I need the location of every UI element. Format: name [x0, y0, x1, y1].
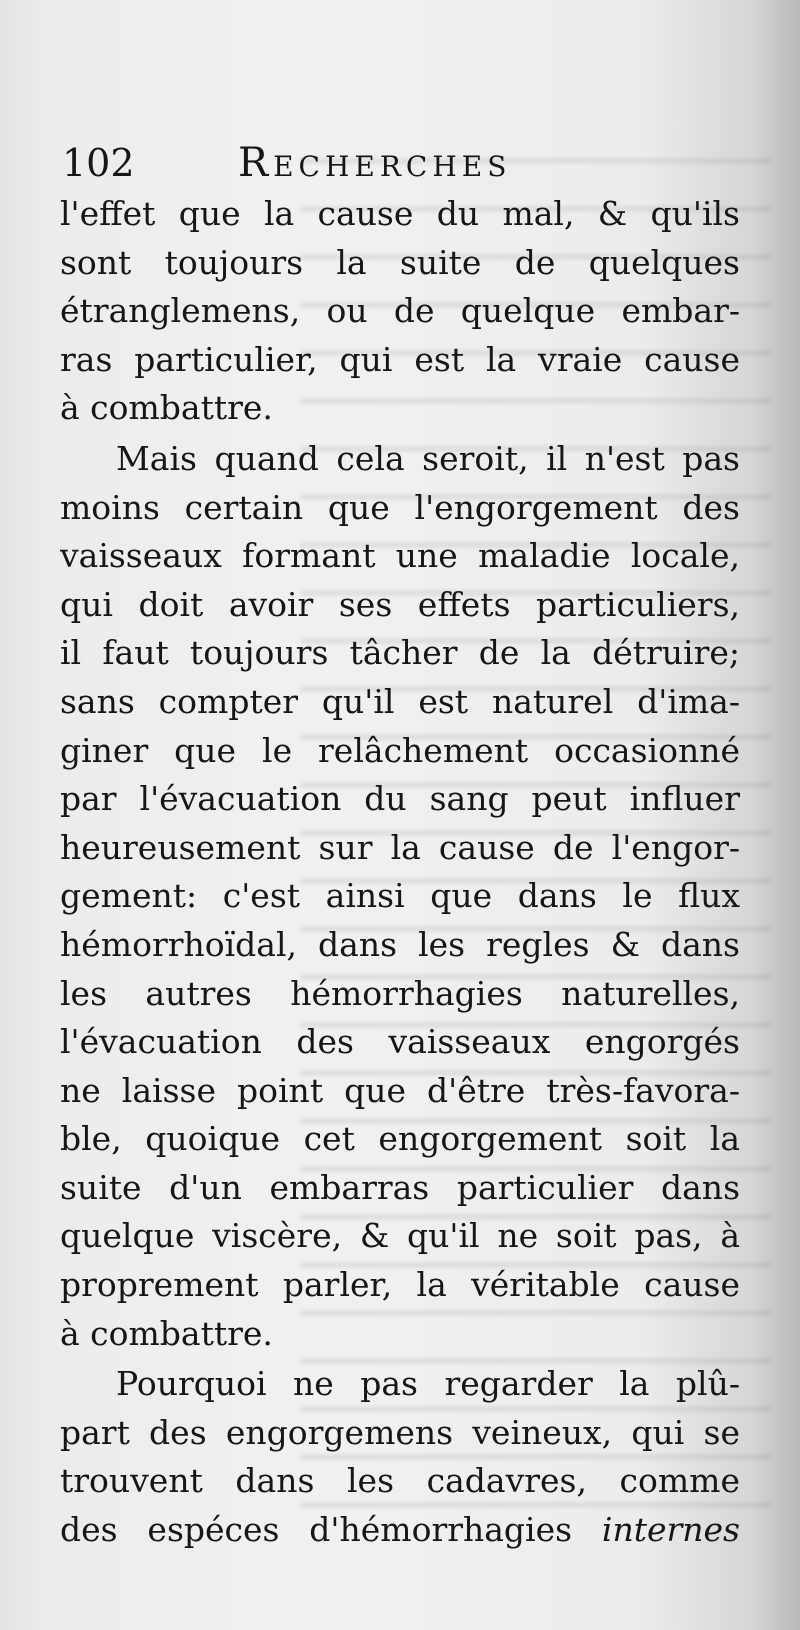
text-line: à combattre.	[60, 1313, 273, 1353]
text-line: Pourquoi ne pas regarder la plû-	[116, 1364, 740, 1404]
text-line: sont toujours la suite de quelques	[60, 242, 740, 282]
text-line: par l'évacuation du sang peut influer	[60, 779, 740, 819]
text-line: gement: c'est ainsi que dans le flux	[60, 876, 740, 916]
text-line: il faut toujours tâcher de la détruire;	[60, 633, 740, 673]
text-line: trouvent dans les cadavres, comme	[60, 1461, 740, 1501]
running-title: Recherches	[238, 140, 512, 186]
text-line: Mais quand cela seroit, il n'est pas	[116, 438, 740, 478]
text-line-roman: des espéces d'hémorrhagies	[60, 1510, 573, 1550]
text-line: qui doit avoir ses effets particuliers,	[60, 584, 740, 624]
body-text	[60, 190, 740, 1555]
text-line: l'évacuation des vaisseaux engorgés	[60, 1022, 740, 1062]
text-line: à combattre.	[60, 388, 273, 428]
page-number: 102	[62, 141, 135, 185]
text-line: ble, quoique cet engorgement soit la	[60, 1119, 740, 1159]
text-line: étranglemens, ou de quelque embar-	[60, 291, 740, 331]
text-line: part des engorgemens veineux, qui se	[60, 1412, 740, 1452]
text-line: hémorrhoïdal, dans les regles & dans	[60, 924, 740, 964]
text-line: vaisseaux formant une maladie locale,	[60, 536, 740, 576]
text-line-final	[60, 1506, 740, 1555]
text-line: sans compter qu'il est naturel d'ima-	[60, 681, 740, 721]
text-line: moins certain que l'engorgement des	[60, 487, 740, 527]
text-line: ne laisse point que d'être très-favora-	[60, 1070, 740, 1110]
text-line: suite d'un embarras particulier dans	[60, 1167, 740, 1207]
text-line: l'effet que la cause du mal, & qu'ils	[60, 194, 740, 233]
text-line: heureusement sur la cause de l'engor-	[60, 827, 740, 867]
text-line: les autres hémorrhagies naturelles,	[60, 973, 740, 1013]
text-line: quelque viscère, & qu'il ne soit pas, à	[60, 1216, 740, 1256]
running-head	[62, 138, 742, 188]
text-line: ras particulier, qui est la vraie cause	[60, 339, 740, 379]
text-line: giner que le relâchement occasionné	[60, 730, 740, 770]
text-line: proprement parler, la véritable cause	[60, 1265, 740, 1305]
italic-word: internes	[601, 1510, 740, 1550]
